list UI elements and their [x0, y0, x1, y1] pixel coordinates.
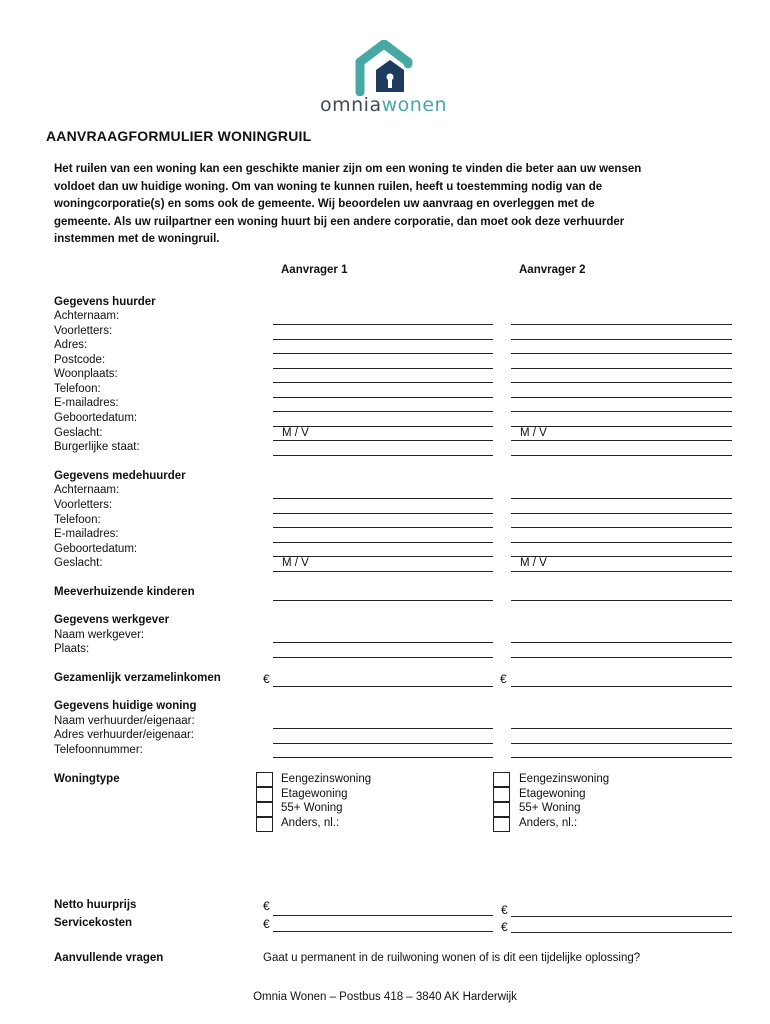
intro-line: gemeente. Als uw ruilpartner een woning huurt bij een andere corporatie, dan moet ook deze verhuurder [54, 215, 625, 228]
input-line[interactable] [273, 915, 493, 916]
input-line[interactable] [273, 455, 493, 456]
euro-sign: € [501, 903, 508, 917]
field-label: Achternaam: [54, 484, 120, 496]
checkbox-55-woning[interactable] [256, 802, 273, 817]
euro-sign: € [501, 920, 508, 934]
page-title: AANVRAAGFORMULIER WONINGRUIL [46, 128, 312, 144]
section-woningtype-heading: Woningtype [54, 773, 120, 785]
field-label: Adres verhuurder/eigenaar: [54, 729, 194, 741]
checkbox-anders[interactable] [256, 817, 273, 832]
input-line[interactable] [511, 642, 732, 643]
field-label: Achternaam: [54, 310, 120, 322]
input-line[interactable] [511, 397, 732, 398]
input-line[interactable] [511, 728, 732, 729]
section-inkomen-heading: Gezamenlijk verzamelinkomen [54, 672, 221, 684]
checkbox-eengezinswoning[interactable] [256, 772, 273, 787]
section-medehuurder-heading: Gegevens medehuurder [54, 470, 186, 482]
section-kinderen-heading: Meeverhuizende kinderen [54, 586, 195, 598]
field-label: Geboortedatum: [54, 543, 138, 555]
input-line[interactable] [273, 324, 493, 325]
intro-line: woningcorporatie(s) en soms ook de gemeente. Wij beoordelen uw aanvraag en overleggen met de [54, 198, 595, 211]
input-line[interactable] [511, 757, 732, 758]
checkbox-anders[interactable] [493, 817, 510, 832]
input-line[interactable] [273, 353, 493, 354]
checkbox-eengezinswoning[interactable] [493, 772, 510, 787]
input-line[interactable] [511, 339, 732, 340]
input-line[interactable] [273, 339, 493, 340]
checkbox-etagewoning[interactable] [256, 787, 273, 802]
euro-sign: € [263, 917, 270, 931]
field-label: Burgerlijke staat: [54, 441, 140, 453]
option-label: Eengezinswoning [281, 773, 372, 785]
input-line[interactable] [511, 498, 732, 499]
field-label: Naam werkgever: [54, 629, 145, 641]
logo [318, 40, 452, 118]
input-line[interactable] [273, 757, 493, 758]
input-line[interactable] [273, 642, 493, 643]
section-woning-heading: Gegevens huidige woning [54, 700, 197, 712]
servicekosten-label: Servicekosten [54, 917, 132, 929]
section-huurder-heading: Gegevens huurder [54, 296, 156, 308]
field-label: Geslacht: [54, 557, 103, 569]
input-line[interactable] [511, 657, 732, 658]
input-line[interactable] [511, 743, 732, 744]
input-line[interactable] [511, 382, 732, 383]
option-label: Etagewoning [519, 788, 586, 800]
field-label: Geslacht: [54, 427, 103, 439]
checkbox-55-woning[interactable] [493, 802, 510, 817]
netto-huurprijs-label: Netto huurprijs [54, 899, 137, 911]
input-line[interactable] [273, 382, 493, 383]
input-line[interactable] [511, 513, 732, 514]
intro-line: voldoet dan uw huidige woning. Om van woning te kunnen ruilen, heeft u toestemming nodig van de [54, 180, 603, 193]
field-label: Woonplaats: [54, 368, 118, 380]
input-line[interactable] [511, 411, 732, 412]
input-line[interactable] [511, 542, 732, 543]
input-line[interactable] [273, 657, 493, 658]
option-label: Eengezinswoning [519, 773, 610, 785]
input-line[interactable] [273, 498, 493, 499]
column-head-aanvrager-1: Aanvrager 1 [281, 264, 348, 276]
input-line[interactable] [273, 368, 493, 369]
field-label: Voorletters: [54, 325, 113, 337]
gender-choice[interactable]: M / V [520, 427, 547, 439]
option-label: Anders, nl.: [519, 817, 578, 829]
column-head-aanvrager-2: Aanvrager 2 [519, 264, 586, 276]
field-label: E-mailadres: [54, 528, 119, 540]
input-line[interactable] [511, 527, 732, 528]
input-line[interactable] [273, 728, 493, 729]
input-line[interactable] [273, 527, 493, 528]
field-label: Voorletters: [54, 499, 113, 511]
input-line[interactable] [511, 932, 732, 933]
input-line[interactable] [273, 411, 493, 412]
input-line[interactable] [511, 916, 732, 917]
input-line[interactable] [511, 571, 732, 572]
euro-sign: € [263, 672, 270, 686]
logo-word-omnia: omnia [320, 94, 382, 116]
logo-wordmark [320, 94, 447, 116]
field-label: Telefoon: [54, 514, 101, 526]
vraag-text: Gaat u permanent in de ruilwoning wonen of is dit een tijdelijke oplossing? [263, 952, 641, 964]
input-line[interactable] [273, 686, 493, 687]
section-werkgever-heading: Gegevens werkgever [54, 614, 170, 626]
euro-sign: € [263, 899, 270, 913]
input-line[interactable] [273, 397, 493, 398]
input-line[interactable] [273, 440, 493, 441]
input-line[interactable] [511, 600, 732, 601]
section-vragen-heading: Aanvullende vragen [54, 952, 164, 964]
option-label: Etagewoning [281, 788, 348, 800]
intro-line: instemmen met de woningruil. [54, 233, 220, 246]
input-line[interactable] [273, 513, 493, 514]
input-line[interactable] [511, 324, 732, 325]
input-line[interactable] [273, 600, 493, 601]
field-label: Adres: [54, 339, 88, 351]
gender-choice[interactable]: M / V [282, 557, 309, 569]
field-label: Plaats: [54, 643, 90, 655]
page-footer: Omnia Wonen – Postbus 418 – 3840 AK Harderwijk [253, 991, 517, 1003]
option-label: Anders, nl.: [281, 817, 340, 829]
gender-choice[interactable]: M / V [282, 427, 309, 439]
input-line[interactable] [273, 571, 493, 572]
input-line[interactable] [511, 368, 732, 369]
gender-choice[interactable]: M / V [520, 557, 547, 569]
euro-sign: € [500, 672, 507, 686]
intro-line: Het ruilen van een woning kan een geschikte manier zijn om een woning te vinden die beter aan uw wensen [54, 163, 642, 175]
option-label: 55+ Woning [281, 802, 343, 814]
input-line[interactable] [511, 353, 732, 354]
input-line[interactable] [511, 440, 732, 441]
field-label: E-mailadres: [54, 397, 119, 409]
intro-paragraph [54, 161, 719, 249]
field-label: Geboortedatum: [54, 412, 138, 424]
field-label: Naam verhuurder/eigenaar: [54, 715, 195, 727]
input-line[interactable] [273, 931, 493, 932]
input-line[interactable] [511, 455, 732, 456]
input-line[interactable] [273, 542, 493, 543]
field-label: Postcode: [54, 354, 106, 366]
input-line[interactable] [511, 686, 732, 687]
field-label: Telefoonnummer: [54, 744, 143, 756]
logo-word-wonen: wonen [381, 94, 448, 116]
input-line[interactable] [273, 743, 493, 744]
option-label: 55+ Woning [519, 802, 581, 814]
house-logo-icon [318, 40, 452, 96]
field-label: Telefoon: [54, 383, 101, 395]
checkbox-etagewoning[interactable] [493, 787, 510, 802]
